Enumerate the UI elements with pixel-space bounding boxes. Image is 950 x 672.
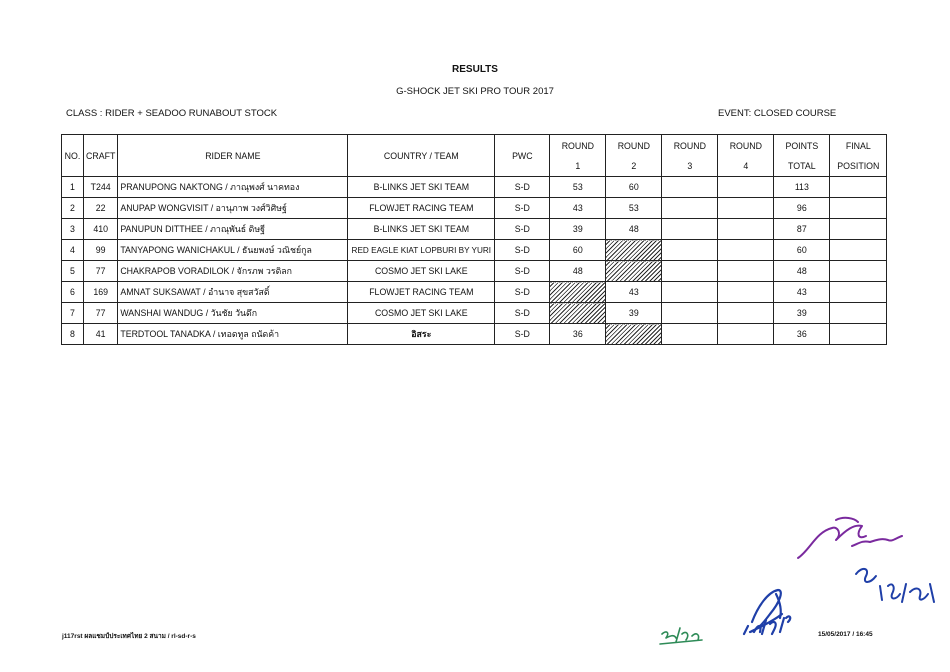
cell-round3 — [662, 198, 718, 219]
cell-total: 39 — [774, 303, 830, 324]
cell-round3 — [662, 261, 718, 282]
cell-round1: 53 — [550, 177, 606, 198]
cell-final — [830, 177, 887, 198]
table-row — [62, 324, 887, 345]
footer-file-reference: j117rst ผลแชมป์ประเทศไทย 2 สนาม / rl-sd-r-s — [62, 633, 196, 640]
cell-pwc: S-D — [495, 282, 550, 303]
class-label: CLASS : RIDER + SEADOO RUNABOUT STOCK — [66, 108, 278, 119]
cell-round4 — [718, 240, 774, 261]
cell-round3 — [662, 177, 718, 198]
cell-round1: 36 — [550, 324, 606, 345]
cell-craft: 169 — [84, 282, 118, 303]
cell-craft: 41 — [84, 324, 118, 345]
footer-timestamp: 15/05/2017 / 16:45 — [818, 631, 873, 638]
cell-team: B-LINKS JET SKI TEAM — [348, 177, 495, 198]
cell-round2-hatched — [606, 324, 662, 345]
cell-round2: 60 — [606, 177, 662, 198]
cell-team: COSMO JET SKI LAKE — [348, 303, 495, 324]
cell-total: 43 — [774, 282, 830, 303]
header-round2-number: 2 — [606, 156, 662, 177]
header-no: NO. — [62, 135, 84, 177]
cell-round4 — [718, 198, 774, 219]
cell-round3 — [662, 219, 718, 240]
cell-no: 7 — [62, 303, 84, 324]
cell-round4 — [718, 282, 774, 303]
cell-team: B-LINKS JET SKI TEAM — [348, 219, 495, 240]
cell-rider: PRANUPONG NAKTONG / ภาณุพงศ์ นาคทอง — [118, 177, 348, 198]
cell-rider: CHAKRAPOB VORADILOK / จักรภพ วรดิลก — [118, 261, 348, 282]
header-country-team: COUNTRY / TEAM — [348, 135, 495, 177]
header-round1-label: ROUND — [550, 135, 606, 157]
cell-round4 — [718, 324, 774, 345]
cell-no: 8 — [62, 324, 84, 345]
cell-pwc: S-D — [495, 261, 550, 282]
cell-final — [830, 282, 887, 303]
table-row — [62, 177, 887, 198]
cell-final — [830, 198, 887, 219]
cell-round2: 48 — [606, 219, 662, 240]
cell-round2: 53 — [606, 198, 662, 219]
table-row — [62, 261, 887, 282]
cell-no: 4 — [62, 240, 84, 261]
cell-round4 — [718, 261, 774, 282]
cell-no: 2 — [62, 198, 84, 219]
cell-team: อิสระ — [348, 324, 495, 345]
cell-round3 — [662, 324, 718, 345]
cell-pwc: S-D — [495, 324, 550, 345]
table-row — [62, 240, 887, 261]
cell-round4 — [718, 303, 774, 324]
cell-no: 6 — [62, 282, 84, 303]
cell-rider: WANSHAI WANDUG / วันชัย วันดึก — [118, 303, 348, 324]
cell-round3 — [662, 303, 718, 324]
cell-round2: 43 — [606, 282, 662, 303]
cell-total: 113 — [774, 177, 830, 198]
cell-final — [830, 240, 887, 261]
header-round2-label: ROUND — [606, 135, 662, 157]
header-round4-label: ROUND — [718, 135, 774, 157]
cell-rider: TERDTOOL TANADKA / เทอดทูล ถนัดค้า — [118, 324, 348, 345]
cell-craft: 22 — [84, 198, 118, 219]
header-round3-number: 3 — [662, 156, 718, 177]
cell-round4 — [718, 219, 774, 240]
cell-craft: T244 — [84, 177, 118, 198]
results-table — [61, 134, 887, 345]
cell-round4 — [718, 177, 774, 198]
cell-team: FLOWJET RACING TEAM — [348, 282, 495, 303]
table-row — [62, 219, 887, 240]
cell-no: 1 — [62, 177, 84, 198]
header-round1-number: 1 — [550, 156, 606, 177]
cell-pwc: S-D — [495, 240, 550, 261]
cell-round1: 43 — [550, 198, 606, 219]
cell-round1: 60 — [550, 240, 606, 261]
cell-pwc: S-D — [495, 219, 550, 240]
header-round4-number: 4 — [718, 156, 774, 177]
cell-total: 48 — [774, 261, 830, 282]
cell-final — [830, 303, 887, 324]
header-final-position: POSITION — [830, 156, 887, 177]
green-initial-date — [660, 628, 702, 644]
cell-round3 — [662, 240, 718, 261]
purple-signature — [798, 518, 902, 558]
cell-team: RED EAGLE KIAT LOPBURI BY YURI — [348, 240, 495, 261]
header-round3-label: ROUND — [662, 135, 718, 157]
header-points-label: POINTS — [774, 135, 830, 157]
cell-total: 36 — [774, 324, 830, 345]
cell-rider: PANUPUN DITTHEE / ภาณุพันธ์ ดิษฐี — [118, 219, 348, 240]
cell-total: 87 — [774, 219, 830, 240]
cell-round1: 39 — [550, 219, 606, 240]
cell-no: 5 — [62, 261, 84, 282]
cell-pwc: S-D — [495, 198, 550, 219]
blue-signature — [744, 590, 790, 634]
header-pwc: PWC — [495, 135, 550, 177]
event-label: EVENT: CLOSED COURSE — [718, 108, 837, 119]
cell-total: 96 — [774, 198, 830, 219]
cell-final — [830, 261, 887, 282]
cell-final — [830, 324, 887, 345]
table-row — [62, 303, 887, 324]
cell-team: FLOWJET RACING TEAM — [348, 198, 495, 219]
cell-rider: TANYAPONG WANICHAKUL / ธันยพงษ์ วณิชย์กูล — [118, 240, 348, 261]
cell-round2: 39 — [606, 303, 662, 324]
cell-round2-hatched — [606, 240, 662, 261]
table-row — [62, 282, 887, 303]
header-rider-name: RIDER NAME — [118, 135, 348, 177]
handwritten-signatures — [640, 510, 950, 670]
cell-round2-hatched — [606, 261, 662, 282]
cell-round3 — [662, 282, 718, 303]
header-final-label: FINAL — [830, 135, 887, 157]
cell-craft: 77 — [84, 261, 118, 282]
cell-rider: AMNAT SUKSAWAT / อำนาจ สุขสวัสดิ์ — [118, 282, 348, 303]
blue-initials-date — [856, 569, 934, 602]
header-points-total: TOTAL — [774, 156, 830, 177]
cell-no: 3 — [62, 219, 84, 240]
page-title: RESULTS — [452, 64, 498, 75]
cell-round1-hatched — [550, 282, 606, 303]
cell-craft: 77 — [84, 303, 118, 324]
cell-round1-hatched — [550, 303, 606, 324]
cell-pwc: S-D — [495, 177, 550, 198]
cell-round1: 48 — [550, 261, 606, 282]
cell-pwc: S-D — [495, 303, 550, 324]
cell-total: 60 — [774, 240, 830, 261]
event-subtitle: G-SHOCK JET SKI PRO TOUR 2017 — [396, 86, 554, 97]
table-row — [62, 198, 887, 219]
cell-craft: 99 — [84, 240, 118, 261]
cell-final — [830, 219, 887, 240]
cell-craft: 410 — [84, 219, 118, 240]
cell-rider: ANUPAP WONGVISIT / อานุภาพ วงศ์วิศิษฐ์ — [118, 198, 348, 219]
cell-team: COSMO JET SKI LAKE — [348, 261, 495, 282]
header-craft: CRAFT — [84, 135, 118, 177]
